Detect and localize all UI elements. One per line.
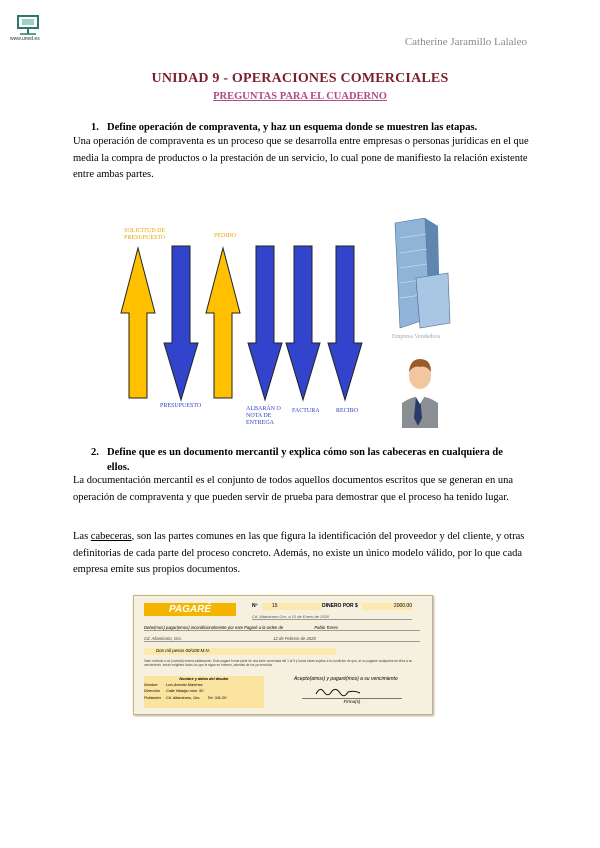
answer-2: La documentación mercantil es el conjunto de todos aquellos documentos escritos que se generan en una operación de compraventa y que pueden servir de prueba para demostrar que el proceso ha tenido lugar. bbox=[73, 475, 513, 503]
label-solicitud: SOLICITUD DE PRESUPUESTO bbox=[124, 228, 166, 241]
up-arrow-solicitud bbox=[121, 248, 155, 398]
question-2-text-cont: ellos. bbox=[107, 462, 130, 473]
label-pedido: PEDIDO bbox=[214, 233, 236, 239]
page-title: UNIDAD 9 - OPERACIONES COMERCIALES bbox=[151, 71, 449, 86]
answer-2-post: , son las partes comunes en las que figura la identificación del proveedor y del cliente, y otras definitorias de cada parte del proceso concreto. Además, no existe un único modelo válido, por lo que cada empresa emite sus propios documentos. bbox=[73, 531, 525, 575]
question-1 bbox=[91, 122, 477, 133]
pagare-address-label: Dirección bbox=[144, 689, 160, 694]
question-2-number: 2. bbox=[91, 447, 99, 458]
pagare-address: Calle Hidalgo núm. 50 bbox=[166, 689, 204, 694]
up-arrow-pedido bbox=[206, 248, 240, 398]
building-icon bbox=[395, 218, 450, 328]
pagare-city: Cd. Altamirano, Gro. bbox=[144, 636, 183, 641]
pagare-place bbox=[252, 614, 412, 620]
pagare-place-city: Cd. Altamirano Gro. bbox=[252, 614, 288, 619]
down-arrow-factura bbox=[286, 246, 320, 400]
page-subtitle: PREGUNTAS PARA EL CUADERNO bbox=[213, 91, 387, 102]
cabeceras-link: cabeceras bbox=[90, 531, 132, 542]
signature-icon bbox=[314, 684, 364, 698]
question-1-text: Define operación de compraventa, y haz un esquema donde se muestren las etapas. bbox=[107, 122, 478, 133]
pagare-no: 15 bbox=[262, 603, 322, 610]
arrows-svg bbox=[120, 218, 470, 428]
answer-1: Una operación de compraventa es un proceso que se desarrolla entre empresas o personas jurídicas en el que media la compra de productos o la prestación de un servicio, lo cual pone de manifiesto la relación existente entre ambas partes. bbox=[73, 136, 529, 180]
pagare-tel: 341-00 bbox=[214, 695, 227, 700]
pagare-pop-label: Población bbox=[144, 695, 161, 700]
label-albaran: ALBARÁN O NOTA DE ENTREGA bbox=[246, 406, 281, 426]
pagare-amount-words: Dos mil pesos 00/100 M.N. bbox=[144, 648, 336, 655]
person-icon bbox=[402, 359, 438, 428]
pagare-no-label: Nº bbox=[252, 603, 258, 609]
author-name: Catherine Jaramillo Lalaleo bbox=[404, 36, 527, 48]
pagare-amount: 2000.00 bbox=[362, 603, 412, 610]
pagare-document bbox=[133, 595, 433, 715]
label-recibo: RECIBO bbox=[336, 408, 359, 414]
pagare-amount-label: DINERO POR $ bbox=[322, 603, 358, 609]
pagare-debtor-box bbox=[144, 676, 264, 708]
label-empresa: Empresa Vendedora bbox=[392, 334, 441, 340]
question-1-number: 1. bbox=[91, 122, 99, 133]
label-presupuesto: PRESUPUESTO bbox=[160, 403, 202, 409]
answer-2-pre: Las bbox=[73, 531, 91, 542]
label-factura: FACTURA bbox=[292, 408, 320, 414]
down-arrow-albaran bbox=[248, 246, 282, 400]
pagare-city-line bbox=[144, 636, 420, 642]
compraventa-diagram bbox=[120, 218, 470, 428]
pagare-order bbox=[144, 625, 420, 631]
answer-2-cabeceras bbox=[73, 529, 533, 579]
pagare-payee: Pablo Torres bbox=[314, 625, 338, 630]
pagare-signature-label: Firma(s) bbox=[302, 698, 402, 704]
down-arrow-recibo bbox=[328, 246, 362, 400]
pagare-debtor-header: Nombre y datos del deudor bbox=[179, 677, 229, 681]
pagare-due: 12 de Febrero de 2020 bbox=[273, 636, 316, 641]
question-2-text: Define que es un documento mercantil y explica cómo son las cabeceras en cualquiera de bbox=[107, 447, 503, 458]
pagare-order-line: Debe(mos) pagar(emos) incondicionalmente por este Pagaré a la orden de bbox=[144, 625, 284, 630]
pagare-pop: Cd. Altamirano, Gro. bbox=[166, 695, 201, 700]
pagare-title: PAGARÉ bbox=[144, 603, 236, 616]
pagare-fine-print: Valor recibido a mi (nuestra) entera satisfacción. Este pagaré forma parte de una serie numerada del 1 al 5 y todos están sujetos a la condición de que, al no pagarse cualquiera de ellos a su vencimiento, serán exigibles todos los que le sigan en número, además de los ya vencidos. bbox=[144, 659, 413, 667]
pagare-tel-label: Tel. bbox=[207, 695, 214, 700]
question-2 bbox=[91, 445, 541, 475]
pagare-name-label: Nombre bbox=[144, 683, 158, 688]
logo-text: www.uned.es bbox=[10, 36, 40, 42]
pagare-accept: Acepto(amos) y pagaré(mos) a su vencimiento bbox=[294, 676, 398, 682]
pagare-name: Luis Antonio Martínez bbox=[166, 683, 203, 688]
pagare-place-date: a 10 de Enero de 2020 bbox=[288, 614, 330, 619]
down-arrow-presupuesto bbox=[164, 246, 198, 400]
